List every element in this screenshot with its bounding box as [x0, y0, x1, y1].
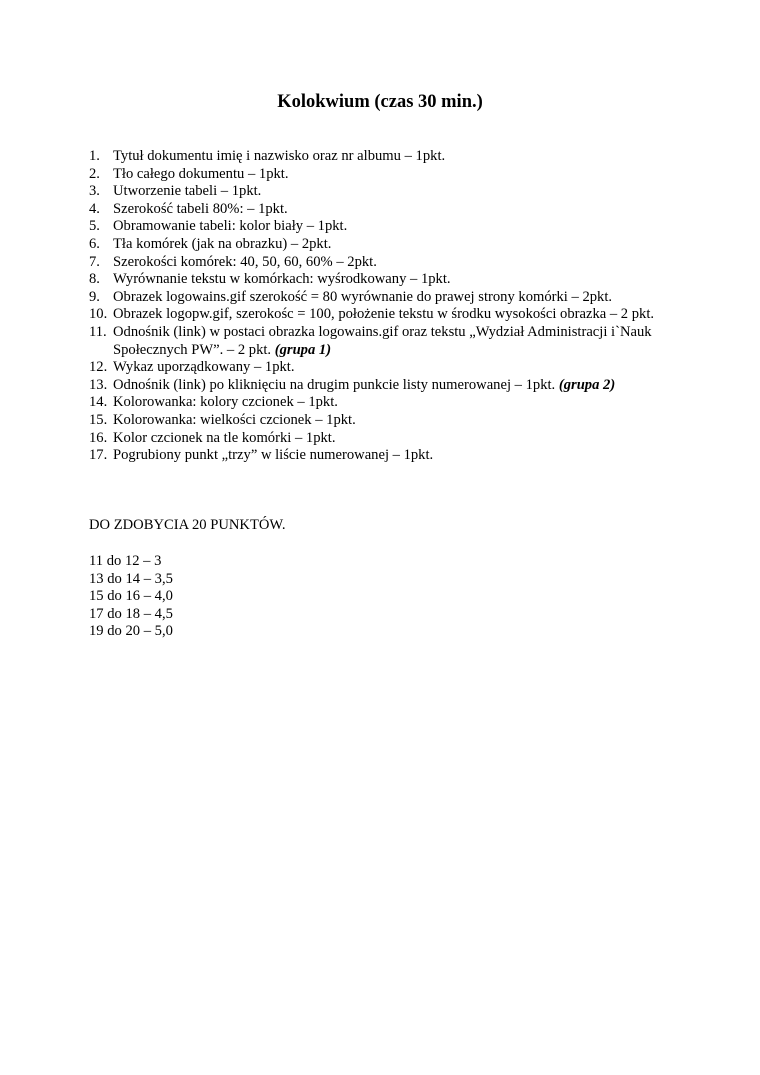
task-text: Obramowanie tabeli: kolor biały – 1pkt. [113, 218, 348, 235]
task-number: 16. [89, 429, 108, 446]
task-text: Kolorowanka: wielkości czcionek – 1pkt. [113, 411, 356, 428]
task-number: 13. [89, 376, 108, 393]
task-number: 7. [89, 253, 100, 270]
task-item [89, 218, 659, 236]
task-number: 1. [89, 148, 100, 164]
task-item [89, 148, 659, 166]
grade-line: 17 do 18 – 4,5 [89, 605, 173, 622]
task-item [89, 201, 659, 219]
task-number: 17. [89, 447, 108, 464]
task-item [89, 324, 659, 359]
task-number: 2. [89, 165, 100, 182]
task-item [89, 306, 659, 324]
task-item [89, 236, 659, 254]
task-list [89, 148, 659, 465]
task-text: Tło całego dokumentu – 1pkt. [113, 165, 289, 182]
task-number: 3. [89, 183, 100, 200]
task-text: Odnośnik (link) po kliknięciu na drugim punkcie listy numerowanej – 1pkt. [113, 376, 556, 393]
task-item [89, 289, 659, 307]
task-number: 14. [89, 394, 108, 411]
task-number: 8. [89, 271, 100, 288]
task-item [89, 447, 659, 465]
task-text: Wyrównanie tekstu w komórkach: wyśrodkowany – 1pkt. [113, 271, 451, 288]
task-item [89, 271, 659, 289]
task-number: 6. [89, 235, 100, 252]
page-title: Kolokwium (czas 30 min.) [277, 92, 483, 112]
task-number: 10. [89, 306, 108, 323]
grade-line: 15 do 16 – 4,0 [89, 588, 173, 605]
grade-line: 11 do 12 – 3 [89, 553, 162, 569]
task-item [89, 377, 659, 395]
task-number: 9. [89, 288, 100, 305]
task-number: 12. [89, 359, 108, 376]
task-number: 5. [89, 218, 100, 235]
grade-scale [89, 553, 173, 641]
task-text: Pogrubiony punkt „trzy” w liście numerowanej – 1pkt. [113, 447, 434, 464]
task-text: Obrazek logowains.gif szerokość = 80 wyrównanie do prawej strony komórki – 2pkt. [113, 288, 613, 305]
task-item [89, 430, 659, 448]
task-number: 15. [89, 411, 108, 428]
group-tag: (grupa 2) [558, 376, 616, 393]
task-item [89, 359, 659, 377]
group-tag: (grupa 1) [274, 341, 332, 358]
task-item [89, 166, 659, 184]
task-item [89, 183, 659, 201]
task-item [89, 394, 659, 412]
grade-line: 13 do 14 – 3,5 [89, 570, 173, 587]
task-number: 11. [89, 323, 107, 340]
task-text: Odnośnik (link) w postaci obrazka logowains.gif oraz tekstu „Wydział Administracji i`Nauk Społecznych PW”. – 2 pkt. [113, 323, 652, 358]
task-number: 4. [89, 200, 100, 217]
task-text: Tytuł dokumentu imię i nazwisko oraz nr albumu – 1pkt. [113, 148, 446, 164]
task-text: Kolorowanka: kolory czcionek – 1pkt. [113, 394, 338, 411]
task-text: Tła komórek (jak na obrazku) – 2pkt. [113, 235, 332, 252]
task-text: Szerokość tabeli 80%: – 1pkt. [113, 200, 288, 217]
task-text: Wykaz uporządkowany – 1pkt. [113, 359, 295, 376]
points-goal: DO ZDOBYCIA 20 PUNKTÓW. [89, 517, 286, 533]
grade-line: 19 do 20 – 5,0 [89, 623, 173, 640]
task-item [89, 412, 659, 430]
task-item [89, 254, 659, 272]
task-text: Obrazek logopw.gif, szerokośc = 100, położenie tekstu w środku wysokości obrazka – 2 pkt. [113, 306, 655, 323]
task-text: Utworzenie tabeli – 1pkt. [113, 183, 262, 200]
task-text: Szerokości komórek: 40, 50, 60, 60% – 2pkt. [113, 253, 377, 270]
task-text: Kolor czcionek na tle komórki – 1pkt. [113, 429, 336, 446]
